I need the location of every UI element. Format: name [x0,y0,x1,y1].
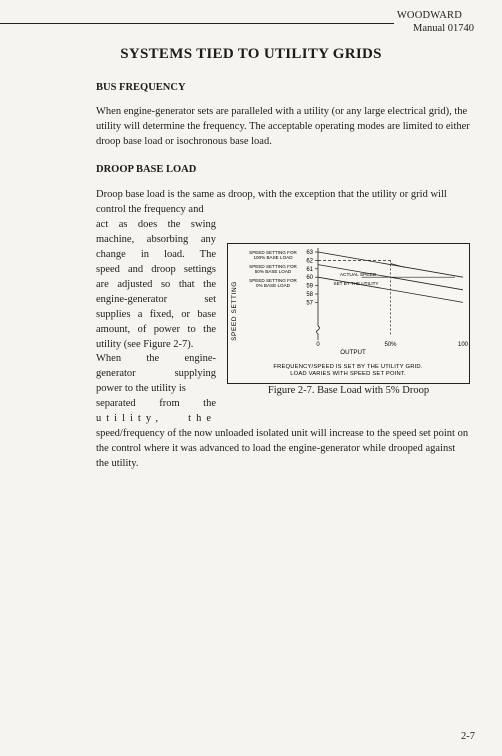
x-ticks [316,342,468,348]
droop-lines [318,252,463,336]
droop-intro-paragraph: Droop base load is the same as droop, with the exception that the utility or grid will control the frequency and [96,189,447,215]
label-0-line1: SPEED SETTING FOR [249,278,297,283]
side-line: change in load. The [96,249,216,260]
side-line: machine, absorbing any [96,234,216,245]
bus-frequency-paragraph: When engine-generator sets are paralleled with a utility (or any large electrical grid), the utility will determine the frequency. The acceptable operating modes are limited to either droop base load or isochronous base load. [96,106,470,147]
side-line: speed and droop settings [96,264,216,275]
label-50-line2: 50% BASE LOAD [254,269,292,274]
header-rule [0,23,394,24]
y-tick-label: 57 [306,300,313,307]
figure-2-7 [227,243,470,384]
label-0-line2: 0% BASE LOAD [256,283,290,288]
side-line: act as does the swing [96,219,216,230]
side-line: utility (see Figure 2-7). [96,339,194,350]
x-tick-label: 50% [384,342,397,348]
side-line: supplies a fixed, or base [96,309,216,320]
manual-number: Manual 01740 [413,23,474,34]
utility-label: SET BY THE UTILITY [333,281,379,286]
y-ticks [306,250,318,306]
bus-frequency-heading: BUS FREQUENCY [96,82,186,93]
side-line: utility, the [96,413,216,424]
label-100-line1: SPEED SETTING FOR [249,250,297,255]
y-axis-title: SPEED SETTING [231,281,238,341]
droop-continuation-paragraph: speed/frequency of the now unloaded isolated unit will increase to the speed set point on the control where it was advanced to load the engine-generator while drooped against the utility. [96,428,469,469]
page-number: 2-7 [461,731,475,742]
y-tick-label: 63 [306,250,313,256]
x-axis-title: OUTPUT [340,349,366,356]
side-line: When the engine- [96,353,216,364]
brand-name: WOODWARD [396,10,462,21]
droop-side-text-2 [96,351,216,426]
side-line: amount, of power to the [96,324,216,335]
figure-footnote-1: FREQUENCY/SPEED IS SET BY THE UTILITY GRID. [273,364,423,370]
droop-chart [228,244,469,383]
y-tick-label: 62 [306,258,313,265]
axis-break [317,326,320,340]
y-tick-label: 58 [306,292,313,298]
label-50-line1: SPEED SETTING FOR [249,264,297,269]
page-title: SYSTEMS TIED TO UTILITY GRIDS [120,46,382,62]
droop-base-load-heading: DROOP BASE LOAD [96,164,197,175]
y-tick-label: 59 [306,283,313,290]
side-line: generator supplying [96,368,216,379]
side-line: are adjusted so that the [96,279,216,290]
actual-speed-pointer [391,263,406,267]
actual-speed-label: ACTUAL SPEED [339,273,377,278]
side-line: engine-generator set [96,294,216,305]
droop-side-text-1 [96,217,216,352]
x-tick-label: 0 [316,342,320,348]
y-tick-label: 61 [306,266,313,273]
label-100-line2: 100% BASE LOAD [253,255,293,260]
figure-caption: Figure 2-7. Base Load with 5% Droop [267,385,430,396]
side-line: power to the utility is [96,383,186,394]
x-tick-label: 100 [457,342,469,348]
y-tick-label: 60 [306,275,313,282]
side-line: separated from the [96,398,216,409]
figure-footnote-2: LOAD VARIES WITH SPEED SET POINT. [290,371,406,377]
